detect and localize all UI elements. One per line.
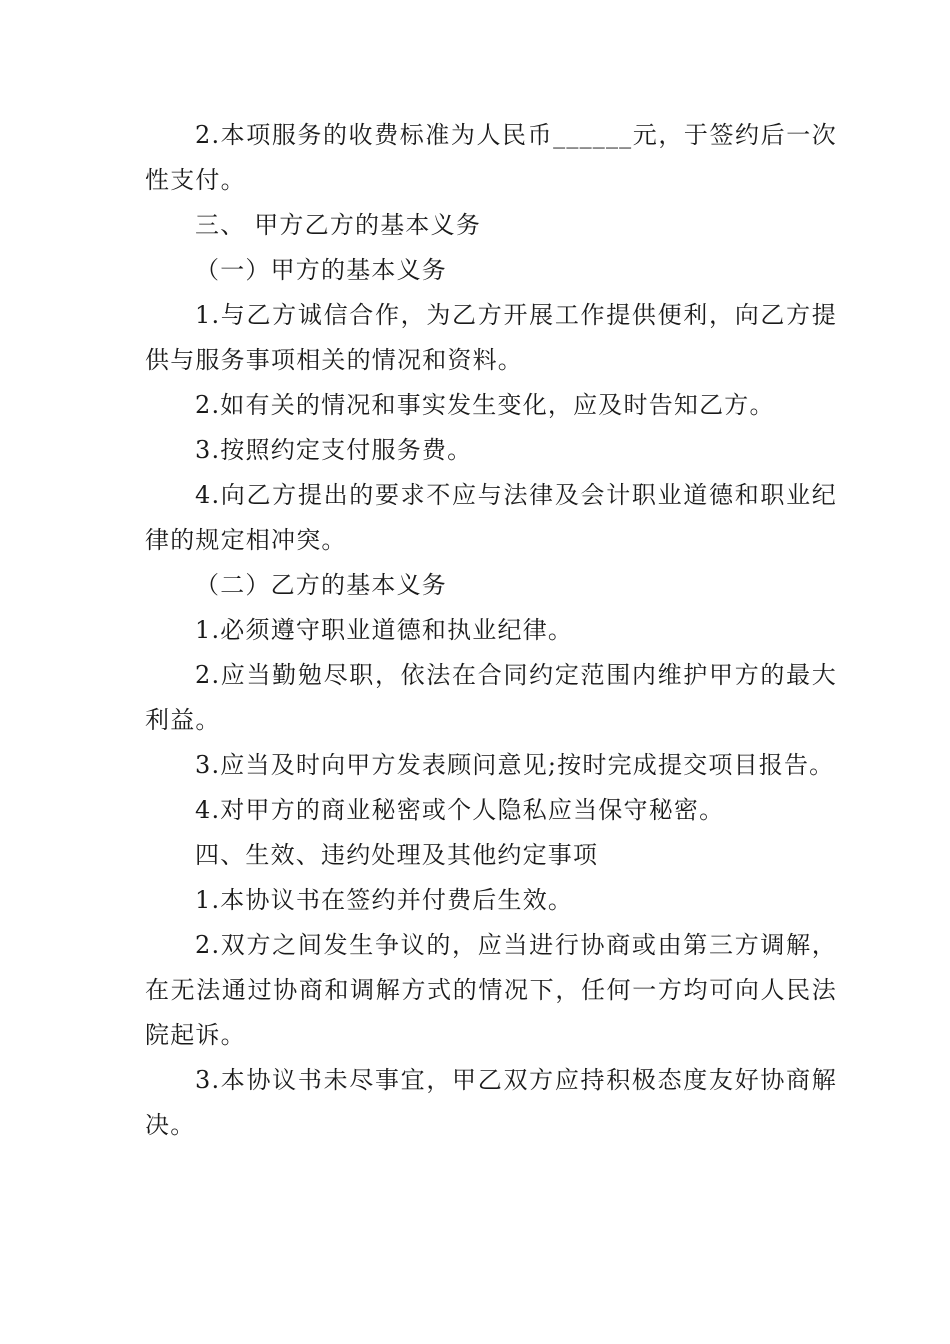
party-b-obligation-1: 1.必须遵守职业道德和执业纪律。 [195, 616, 574, 644]
section-three-heading: 三、 甲方乙方的基本义务 [195, 211, 482, 239]
party-b-obligation-4: 4.对甲方的商业秘密或个人隐私应当保守秘密。 [195, 796, 725, 824]
section-four-heading: 四、生效、违约处理及其他约定事项 [195, 841, 599, 869]
party-b-obligation-3: 3.应当及时向甲方发表顾问意见;按时完成提交项目报告。 [195, 751, 835, 779]
effective-clause: 1.本协议书在签约并付费后生效。 [195, 886, 574, 914]
party-a-obligation-1: 1.与乙方诚信合作，为乙方开展工作提供便利，向乙方提供与服务事项相关的情况和资料。 [145, 301, 837, 374]
party-b-obligations-heading: （二）乙方的基本义务 [195, 571, 447, 599]
party-b-obligation-2: 2.应当勤勉尽职，依法在合同约定范围内维护甲方的最大利益。 [145, 661, 837, 734]
other-matters-clause: 3.本协议书未尽事宜，甲乙双方应持积极态度友好协商解决。 [145, 1066, 837, 1139]
fee-clause: 2.本项服务的收费标准为人民币______元，于签约后一次性支付。 [145, 121, 837, 194]
party-a-obligation-2: 2.如有关的情况和事实发生变化，应及时告知乙方。 [195, 391, 775, 419]
document-body [145, 113, 837, 1148]
party-a-obligation-3: 3.按照约定支付服务费。 [195, 436, 473, 464]
party-a-obligation-4: 4.向乙方提出的要求不应与法律及会计职业道德和职业纪律的规定相冲突。 [145, 481, 837, 554]
party-a-obligations-heading: （一）甲方的基本义务 [195, 256, 447, 284]
dispute-clause: 2.双方之间发生争议的，应当进行协商或由第三方调解，在无法通过协商和调解方式的情况下，任何一方均可向人民法院起诉。 [145, 931, 837, 1049]
